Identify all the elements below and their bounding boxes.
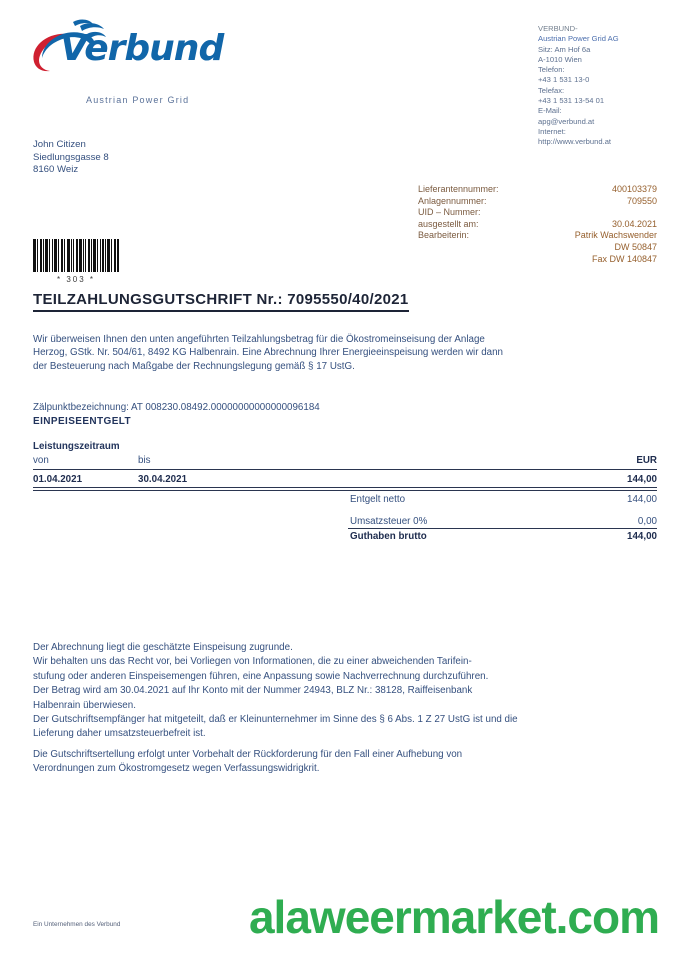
reference-row [418, 242, 657, 254]
reference-row [418, 196, 657, 208]
document-title: TEILZAHLUNGSGUTSCHRIFT Nr.: 7095550/40/2021 [33, 291, 409, 312]
reference-row [418, 219, 657, 231]
intro-line: der Besteuerung nach Maßgabe der Rechnungslegung gemäß § 17 UstG. [33, 360, 355, 372]
fax-extension-value: Fax DW 140847 [591, 253, 657, 264]
vat-value: 0,00 [637, 516, 657, 527]
metering-point-line: Zälpunktbezeichnung: AT 008230.08492.00000000000000096184 [33, 402, 320, 413]
issue-date-label: ausgestellt am: [418, 218, 479, 229]
period-to-value: 30.04.2021 [138, 474, 188, 485]
net-amount-value: 144,00 [627, 494, 657, 505]
terms-line: Der Abrechnung liegt die geschätzte Einspeisung zugrunde. [33, 642, 293, 653]
reservation-line: Verordnungen zum Ökostromgesetz wegen Verfassungswidrigkrit. [33, 763, 320, 775]
verbund-brand-text: Verbund [60, 28, 224, 69]
recipient-street: Siedlungsgasse 8 [33, 151, 109, 163]
reference-row [418, 254, 657, 266]
fee-heading: EINPEISEENTGELT [33, 416, 132, 427]
sender-line: VERBUND- [538, 24, 578, 33]
terms-line: Wir behalten uns das Recht vor, bei Vorliegen von Informationen, die zu einer abweichenden Tarifein- [33, 656, 472, 668]
gross-credit-value: 144,00 [627, 531, 657, 542]
sender-line: Austrian Power Grid AG [538, 34, 619, 44]
reservation-paragraph [33, 748, 653, 777]
column-header-currency: EUR [636, 455, 657, 466]
uid-number-label: UID – Nummer: [418, 207, 481, 218]
recipient-name: John Citizen [33, 139, 86, 150]
table-rule [33, 487, 657, 488]
terms-line: stufung oder anderen Einspeisemengen führen, eine Anpassung sowie Nachverrechnung durchzuführen. [33, 670, 489, 682]
reference-row [418, 230, 657, 242]
sender-line: A-1010 Wien [538, 54, 582, 64]
intro-line: Wir überweisen Ihnen den unten angeführten Teilzahlungsbetrag für die Ökostromeinseisung der Anlage [33, 334, 485, 345]
recipient-city: 8160 Weiz [33, 164, 79, 176]
intro-line: Herzog, GStk. Nr. 504/61, 8492 KG Halbenrain. Eine Abrechnung Ihrer Energieeinspeisung werden wir dann [33, 347, 503, 359]
reservation-line: Die Gutschriftsertellung erfolgt unter Vorbehalt der Rückforderung für den Fall einer Aufhebung von [33, 749, 463, 760]
reference-row [418, 207, 657, 219]
intro-paragraph [33, 333, 643, 373]
sender-line: Internet: [538, 126, 566, 136]
barcode-caption: * 303 * [56, 275, 96, 284]
supplier-number-label: Lieferantennummer: [418, 184, 499, 194]
table-rule [33, 469, 657, 470]
logo-subtitle: Austrian Power Grid [86, 95, 190, 105]
plant-number-label: Anlagennummer: [418, 195, 487, 206]
period-from-value: 01.04.2021 [33, 474, 83, 485]
reference-row [418, 184, 657, 196]
extension-value: DW 50847 [614, 241, 657, 252]
terms-line: Der Betrag wird am 30.04.2021 auf Ihr Konto mit der Nummer 24943, BLZ Nr.: 38128, Raiffeisenbank [33, 685, 473, 697]
terms-line: Der Gutschriftsempfänger hat mitgeteilt, daß er Kleinunternehmer im Sinne des § 6 Abs. 1 Z 27 UstG ist und die [33, 714, 518, 726]
sender-line: Sitz: Am Hof 6a [538, 44, 591, 54]
sender-line: +43 1 531 13-54 01 [538, 96, 605, 106]
sender-address-block [538, 24, 619, 148]
column-header-to: bis [138, 455, 151, 466]
clerk-value: Patrik Wachswender [574, 230, 657, 241]
gross-credit-label: Guthaben brutto [350, 531, 427, 542]
issue-date-value: 30.04.2021 [611, 218, 657, 229]
period-amount-value: 144,00 [627, 474, 657, 485]
terms-line: Lieferung daher umsatzsteuerbefreit ist. [33, 728, 206, 740]
supplier-number-value: 400103379 [611, 184, 657, 194]
column-header-from: von [33, 455, 49, 466]
vat-label: Umsatzsteuer 0% [350, 516, 428, 527]
sender-email: apg@verbund.at [538, 116, 595, 126]
table-rule [33, 490, 657, 491]
reference-block [418, 184, 657, 265]
net-amount-label: Entgelt netto [350, 494, 406, 505]
sender-line: E-Mail: [538, 106, 562, 116]
sender-line: +43 1 531 13-0 [538, 75, 590, 85]
sender-line: Telefon: [538, 65, 565, 75]
table-rule [348, 528, 657, 529]
plant-number-value: 709550 [626, 195, 657, 206]
terms-paragraph [33, 641, 653, 742]
terms-line: Halbenrain überwiesen. [33, 699, 136, 711]
clerk-label: Bearbeiterin: [418, 230, 470, 241]
recipient-address-block [33, 139, 109, 177]
period-heading: Leistungszeitraum [33, 441, 120, 452]
company-footer-note: Ein Unternehmen des Verbund [33, 921, 121, 928]
sender-line: Telefax: [538, 85, 565, 95]
watermark-text: alaweermarket.com [248, 891, 659, 943]
barcode [33, 239, 119, 272]
sender-website: http://www.verbund.at [538, 137, 612, 147]
